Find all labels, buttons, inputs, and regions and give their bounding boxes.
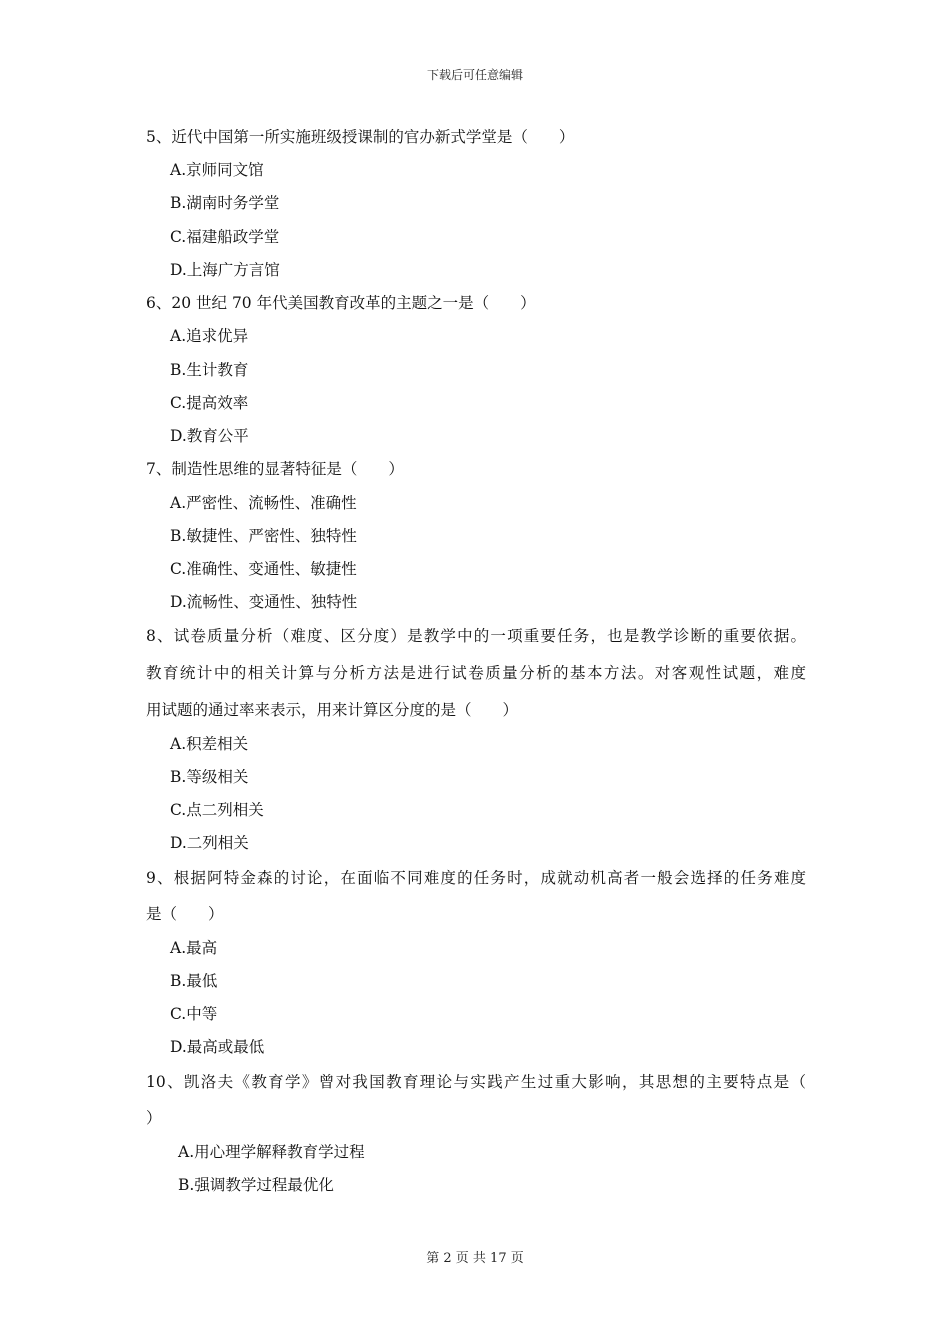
question-6-option-b: B.生计教育 [170,361,249,379]
question-9-stem-line-1: 9、根据阿特金森的讨论，在面临不同难度的任务时，成就动机高者一般会选择的任务难度 [146,869,806,887]
question-5-option-b: B.湖南时务学堂 [170,194,280,212]
question-6-option-a: A.追求优异 [170,327,249,345]
question-8-stem-line-2: 教育统计中的相关计算与分析方法是进行试卷质量分析的基本方法。对客观性试题，难度 [146,664,806,682]
question-8-stem-line-3: 用试题的通过率来表示，用来计算区分度的是（ ） [146,701,519,719]
question-9-stem-line-2: 是（ ） [146,905,224,923]
question-10-option-b: B.强调教学过程最优化 [178,1176,334,1194]
question-7-stem: 7、制造性思维的显著特征是（ ） [146,460,404,478]
question-9-option-b: B.最低 [170,972,218,990]
question-9-option-d: D.最高或最低 [170,1038,265,1056]
question-8-option-a: A.积差相关 [170,735,249,753]
question-6-option-d: D.教育公平 [170,427,249,445]
question-8-option-c: C.点二列相关 [170,801,264,819]
question-7-option-c: C.准确性、变通性、敏捷性 [170,560,357,578]
question-8-stem-line-1: 8、试卷质量分析（难度、区分度）是教学中的一项重要任务，也是教学诊断的重要依据。 [146,627,806,645]
question-7-option-b: B.敏捷性、严密性、独特性 [170,527,357,545]
question-8-option-d: D.二列相关 [170,834,249,852]
page-footer: 第 2 页 共 17 页 [426,1251,524,1266]
question-10-stem-line-1: 10、凯洛夫《教育学》曾对我国教育理论与实践产生过重大影响，其思想的主要特点是（ [146,1073,806,1091]
question-5-option-a: A.京师同文馆 [170,161,264,179]
question-10-stem-line-2: ） [146,1109,162,1127]
question-5-stem: 5、近代中国第一所实施班级授课制的官办新式学堂是（ ） [146,128,575,146]
question-5-option-c: C.福建船政学堂 [170,228,280,246]
question-7-option-d: D.流畅性、变通性、独特性 [170,593,358,611]
question-6-stem: 6、20 世纪 70 年代美国教育改革的主题之一是（ ） [146,294,536,312]
question-8-option-b: B.等级相关 [170,768,249,786]
question-5-option-d: D.上海广方言馆 [170,261,280,279]
question-10-option-a: A.用心理学解释教育学过程 [178,1143,365,1161]
question-9-option-c: C.中等 [170,1005,218,1023]
question-9-option-a: A.最高 [170,939,218,957]
question-6-option-c: C.提高效率 [170,394,249,412]
page-header: 下载后可任意编辑 [426,68,523,82]
question-7-option-a: A.严密性、流畅性、准确性 [170,494,357,512]
